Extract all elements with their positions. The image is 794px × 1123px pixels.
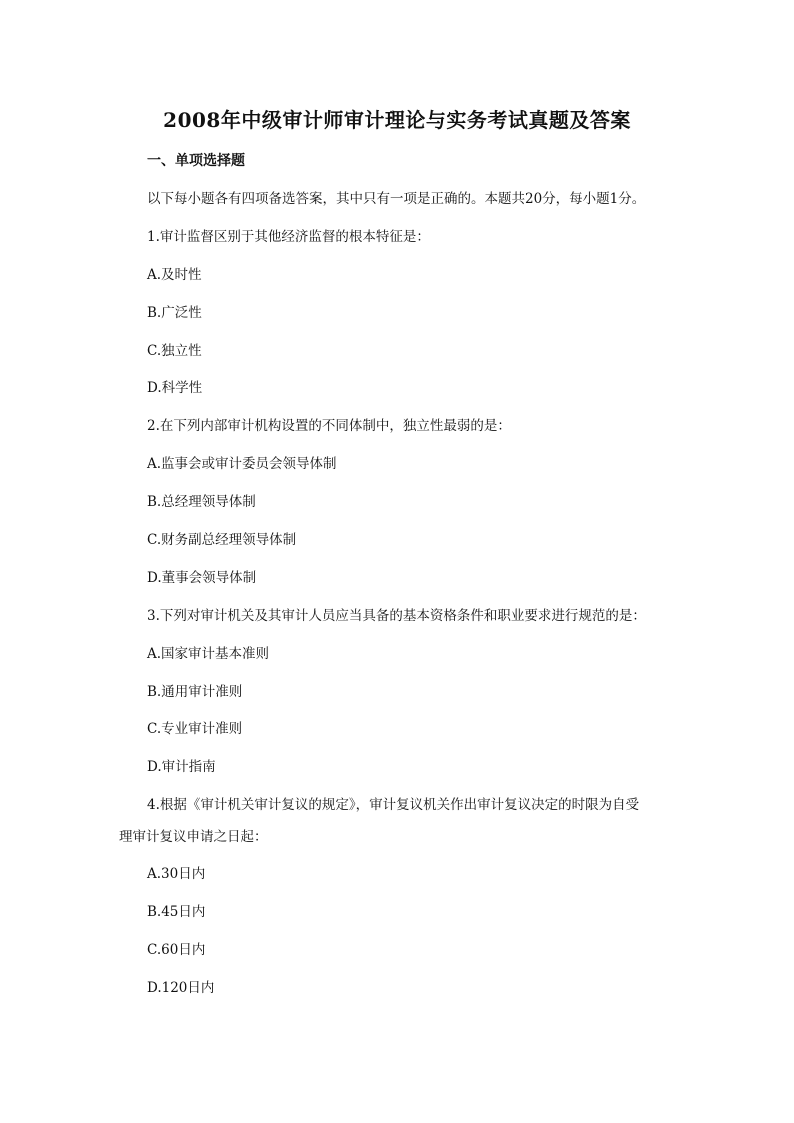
question-2-option-b: B.总经理领导体制 (147, 494, 256, 510)
question-3-option-c: C.专业审计准则 (147, 721, 243, 737)
question-4-line-2: 理审计复议申请之日起： (119, 829, 268, 845)
instructions: 以下每小题各有四项备选答案，其中只有一项是正确的。本题共20分，每小题1分。 (147, 191, 646, 207)
question-3-option-d: D.审计指南 (147, 759, 216, 775)
question-3: 3.下列对审计机关及其审计人员应当具备的基本资格条件和职业要求进行规范的是： (147, 608, 646, 624)
question-4-option-c: C.60日内 (147, 942, 206, 958)
question-1-option-c: C.独立性 (147, 343, 202, 359)
question-1-option-b: B.广泛性 (147, 305, 202, 321)
question-1: 1.审计监督区别于其他经济监督的根本特征是： (147, 229, 430, 245)
question-4-option-a: A.30日内 (147, 866, 206, 882)
question-2-option-c: C.财务副总经理领导体制 (147, 532, 297, 548)
question-1-option-a: A.及时性 (147, 267, 202, 283)
question-2-option-d: D.董事会领导体制 (147, 570, 257, 586)
question-2-option-a: A.监事会或审计委员会领导体制 (147, 456, 337, 472)
question-2: 2.在下列内部审计机构设置的不同体制中，独立性最弱的是： (147, 418, 511, 434)
question-3-option-a: A.国家审计基本准则 (147, 646, 270, 662)
document-title: 2008年中级审计师审计理论与实务考试真题及答案 (163, 108, 631, 132)
question-4-line-1: 4.根据《审计机关审计复议的规定》，审计复议机关作出审计复议决定的时限为自受 (147, 797, 640, 813)
section-heading: 一、单项选择题 (147, 153, 245, 169)
question-4-option-d: D.120日内 (147, 980, 215, 996)
question-3-option-b: B.通用审计准则 (147, 684, 243, 700)
question-1-option-d: D.科学性 (147, 380, 203, 396)
question-4-option-b: B.45日内 (147, 904, 206, 920)
